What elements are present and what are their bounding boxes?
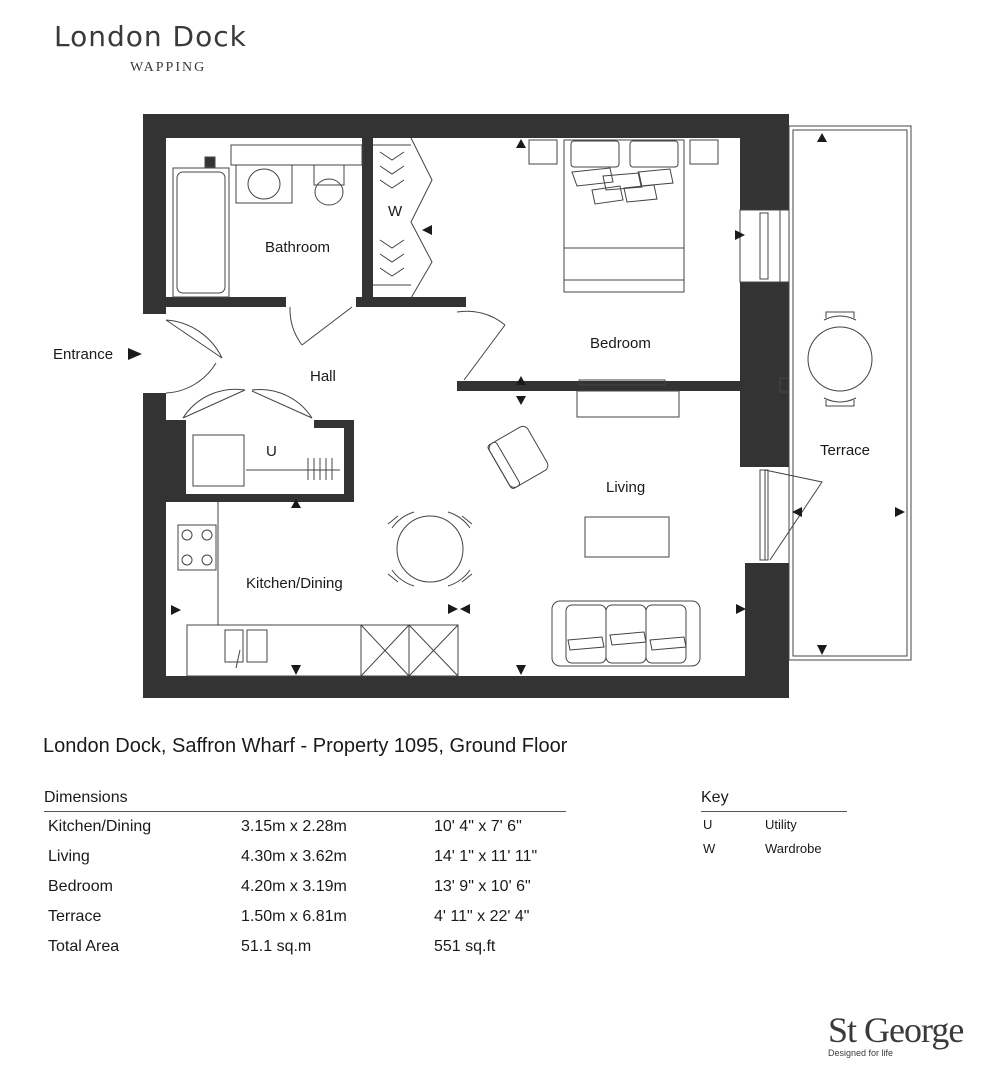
entrance-arrow-icon xyxy=(128,348,142,360)
coffee-table xyxy=(585,517,669,557)
dimensions-row xyxy=(48,938,608,958)
key-meaning: Utility xyxy=(765,817,797,832)
dimensions-metric: 4.20m x 3.19m xyxy=(241,878,347,895)
key-code: U xyxy=(703,817,713,832)
plan-title: London Dock, Saffron Wharf - Property 1095, Ground Floor xyxy=(43,735,568,757)
dimensions-imperial: 10' 4" x 7' 6" xyxy=(434,818,522,835)
tv-unit xyxy=(577,391,679,417)
dimensions-room: Bedroom xyxy=(48,878,113,895)
dimensions-imperial: 551 sq.ft xyxy=(434,938,496,955)
dimensions-metric: 3.15m x 2.28m xyxy=(241,818,347,835)
brand-subtitle: WAPPING xyxy=(130,60,207,75)
logo-tagline: Designed for life xyxy=(828,1048,894,1058)
room-label-terrace: Terrace xyxy=(820,442,871,459)
bed xyxy=(564,140,684,292)
fixtures xyxy=(166,126,911,676)
dimensions-heading: Dimensions xyxy=(44,789,128,806)
bedside-left xyxy=(529,140,557,164)
st-george-logo xyxy=(828,1012,968,1058)
dining-table xyxy=(397,516,463,582)
key-divider xyxy=(701,811,847,812)
room-label-utility: U xyxy=(266,443,277,460)
brand-title: London Dock xyxy=(54,20,247,53)
terrace-table xyxy=(808,327,872,391)
basin xyxy=(236,165,292,203)
dimensions-metric: 4.30m x 3.62m xyxy=(241,848,347,865)
bedside-right xyxy=(690,140,718,164)
key-row xyxy=(703,841,863,859)
room-label-entrance: Entrance xyxy=(53,346,114,363)
bath xyxy=(173,168,229,297)
utility-appliance xyxy=(193,435,244,486)
dimensions-metric: 51.1 sq.m xyxy=(241,938,312,955)
dimensions-imperial: 14' 1" x 11' 11" xyxy=(434,848,538,865)
dimensions-room: Total Area xyxy=(48,938,120,955)
dimensions-row xyxy=(48,818,608,838)
key-row xyxy=(703,817,863,835)
dimensions-row xyxy=(48,908,608,928)
vanity xyxy=(231,145,362,165)
room-label-kitchen-dining: Kitchen/Dining xyxy=(246,575,343,592)
sink xyxy=(225,630,243,662)
room-label-bathroom: Bathroom xyxy=(265,239,331,256)
room-label-hall: Hall xyxy=(310,368,336,385)
armchair xyxy=(487,424,550,489)
dimensions-row xyxy=(48,848,608,868)
logo-name: St George xyxy=(828,1010,964,1050)
dimensions-room: Living xyxy=(48,848,90,865)
dimensions-row xyxy=(48,878,608,898)
worktop xyxy=(187,625,458,676)
dimensions-divider xyxy=(44,811,566,812)
key-meaning: Wardrobe xyxy=(765,841,822,856)
key-code: W xyxy=(703,841,716,856)
dimensions-room: Kitchen/Dining xyxy=(48,818,152,835)
toilet xyxy=(314,165,344,185)
dimensions-metric: 1.50m x 6.81m xyxy=(241,908,347,925)
dimensions-imperial: 13' 9" x 10' 6" xyxy=(434,878,531,895)
key-heading: Key xyxy=(701,789,729,806)
dimensions-imperial: 4' 11" x 22' 4" xyxy=(434,908,530,925)
room-label-bedroom: Bedroom xyxy=(590,335,651,352)
room-label-living: Living xyxy=(606,479,646,496)
dimensions-room: Terrace xyxy=(48,908,102,925)
room-label-wardrobe: W xyxy=(388,203,403,220)
terrace-outline xyxy=(789,126,911,660)
